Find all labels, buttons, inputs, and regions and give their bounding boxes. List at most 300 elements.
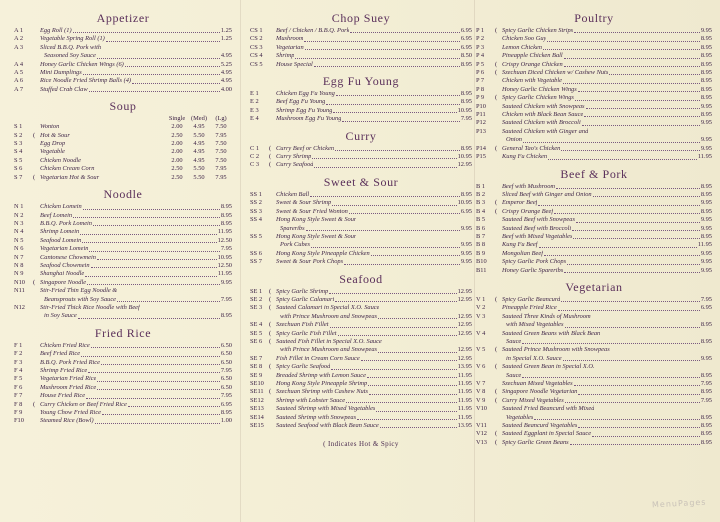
item-marker — [33, 148, 40, 156]
menu-item — [14, 262, 232, 270]
leader-dots — [592, 436, 700, 437]
item-name: Cantonese Chowmein — [40, 253, 96, 261]
item-name: Chicken Ball — [276, 190, 310, 198]
item-price: 4.95 — [193, 140, 205, 148]
item-code: S 2 — [14, 131, 23, 139]
item-name: Beef Egg Fu Young — [276, 98, 326, 106]
item-name: Vegetarian Fried Rice — [40, 375, 97, 383]
menu-item — [476, 44, 712, 52]
item-price: 8.95 — [700, 52, 712, 60]
item-code: S 4 — [14, 148, 23, 156]
leader-dots — [344, 264, 460, 265]
menu-item — [250, 145, 472, 153]
leader-dots — [81, 356, 220, 357]
item-code: A 3 — [14, 43, 24, 51]
item-code: S 6 — [14, 165, 23, 173]
item-code: B 8 — [476, 241, 486, 249]
leader-dots — [539, 247, 697, 248]
leader-dots — [564, 58, 700, 59]
item-price: 6.95 — [460, 207, 472, 215]
menu-item — [476, 330, 712, 338]
item-price: 13.95 — [457, 422, 472, 430]
menu-item — [14, 44, 232, 52]
leader-dots — [556, 188, 700, 189]
item-name: with Prince Mushroom and Snowpeas — [280, 312, 378, 320]
size-label: Single — [168, 115, 186, 123]
menu-item — [250, 107, 472, 115]
hot-spicy-icon: ( — [495, 144, 498, 152]
item-price: 8.95 — [700, 371, 712, 379]
item-name: Breaded Shrimp with Lemon Sauce — [276, 371, 366, 379]
item-price: 7.95 — [220, 392, 232, 400]
item-code: CS 4 — [250, 52, 263, 60]
legend-text: Indicates Hot & Spicy — [328, 440, 399, 449]
item-price: 7.95 — [215, 173, 227, 181]
item-code: SE11 — [250, 388, 264, 396]
menu-item — [250, 250, 472, 258]
item-name: Egg Roll (1) — [40, 27, 72, 34]
item-price: 7.50 — [215, 123, 227, 131]
item-price: 11.95 — [457, 388, 472, 396]
menu-item — [476, 183, 712, 191]
item-name: Shrimp — [276, 52, 295, 60]
item-price: 4.95 — [220, 69, 232, 77]
item-code: E 1 — [250, 90, 259, 98]
item-code: P 8 — [476, 85, 485, 93]
menu-item — [14, 237, 232, 245]
menu-item — [476, 321, 712, 329]
item-name: Singapore Noodle Vegetarian — [502, 388, 578, 396]
item-code: SE14 — [250, 413, 264, 421]
leader-dots — [128, 406, 220, 407]
menu-item — [250, 414, 472, 422]
item-name: Lemon Chicken — [502, 43, 542, 51]
item-name: Beef Lomein — [40, 211, 73, 219]
item-name: General Tao's Chicken — [502, 144, 561, 152]
hot-spicy-icon: ( — [269, 363, 272, 371]
menu-item — [476, 103, 712, 111]
item-name: with Prince Mushroom and Snowpeas — [280, 346, 378, 354]
menu-item — [250, 241, 472, 249]
menu-item — [250, 338, 472, 346]
item-price: 7.95 — [215, 165, 227, 173]
item-price: 6.50 — [220, 341, 232, 349]
item-code: N 5 — [14, 236, 24, 244]
menu-item — [14, 254, 232, 262]
menu-item — [14, 350, 232, 358]
item-code: SE 5 — [250, 329, 263, 337]
item-name: Mushroom Egg Fu Young — [276, 115, 342, 123]
menu-item — [476, 313, 712, 321]
item-price: 8.95 — [700, 430, 712, 438]
menu-item — [14, 375, 232, 383]
leader-dots — [95, 423, 220, 424]
item-code: B11 — [476, 266, 487, 274]
item-name: Fish Fillet in Cream Corn Sauce — [276, 354, 360, 362]
item-name: Sauteed Green Bean in Special X.O. — [502, 363, 595, 371]
menu-item — [476, 380, 712, 388]
hot-spicy-icon: ( — [269, 388, 272, 396]
item-name: in Soy Sauce — [44, 312, 77, 320]
item-code: B10 — [476, 258, 487, 266]
item-code: P 5 — [476, 60, 485, 68]
menu-item — [476, 153, 712, 161]
leader-dots — [369, 394, 457, 395]
item-price: 7.95 — [700, 380, 712, 388]
menu-item — [14, 384, 232, 392]
item-price: 11.95 — [457, 396, 472, 404]
leader-dots — [125, 66, 220, 67]
item-price: 8.95 — [700, 35, 712, 43]
hot-spicy-icon: ( — [269, 304, 272, 312]
item-price: 8.95 — [460, 98, 472, 106]
leader-dots — [330, 327, 457, 328]
item-name: Beansprouts with Soy Sauce — [44, 295, 117, 303]
leader-dots — [310, 196, 460, 197]
item-code: V 5 — [476, 346, 486, 354]
menu-item — [14, 367, 232, 375]
item-price: 6.50 — [220, 350, 232, 358]
leader-dots — [567, 264, 700, 265]
menu-item — [250, 153, 472, 161]
item-code: N12 — [14, 303, 26, 311]
item-code: CS 3 — [250, 43, 263, 51]
menu-item — [476, 27, 712, 35]
item-price: 9.95 — [700, 266, 712, 274]
item-name: Shrimp with Lobster Sauce — [276, 396, 346, 404]
column-middle — [250, 10, 472, 448]
item-price: 8.95 — [700, 338, 712, 345]
item-price: 2.00 — [171, 123, 183, 131]
menu-item — [250, 216, 472, 224]
leader-dots — [357, 419, 457, 420]
item-code: S 1 — [14, 123, 23, 131]
item-code: V12 — [476, 430, 488, 438]
item-price: 8.95 — [700, 232, 712, 240]
leader-dots — [333, 112, 456, 113]
item-code: B 4 — [476, 207, 486, 215]
item-name: Egg Drop — [40, 140, 66, 148]
menu-item — [476, 296, 712, 304]
item-price: 5.50 — [193, 165, 205, 173]
item-price: 6.95 — [460, 43, 472, 51]
item-code: V 9 — [476, 396, 486, 404]
item-code: N 2 — [14, 211, 24, 219]
item-name: Emperor Beef — [502, 199, 538, 207]
menu-item — [14, 245, 232, 253]
item-name: Sauteed Beancurd Vegetables — [502, 422, 578, 430]
sweet-sour-section — [250, 174, 472, 267]
item-price: 9.95 — [220, 278, 232, 286]
item-code: P14 — [476, 144, 486, 152]
item-name: Vegetarian — [276, 43, 304, 51]
leader-dots — [578, 91, 700, 92]
column-left — [14, 10, 232, 426]
menu-item — [476, 397, 712, 405]
item-name: Honey Garlic Chicken Wings (6) — [40, 60, 124, 68]
item-name: Curry Mixed Vegetables — [502, 396, 564, 404]
item-name: Stir-Fried Thick Rice Noodle with Beef — [40, 303, 140, 311]
item-name: Mushroom Fried Rice — [40, 383, 97, 391]
leader-dots — [73, 217, 220, 218]
item-code: A 2 — [14, 35, 24, 43]
item-price: 10.95 — [457, 106, 472, 114]
item-name: Beef with Mushroom — [502, 182, 556, 190]
leader-dots — [335, 301, 456, 302]
item-price: 6.50 — [220, 358, 232, 366]
item-code: N 7 — [14, 253, 24, 261]
section-title: Beef & Pork — [560, 166, 628, 181]
item-price: 8.95 — [700, 182, 712, 190]
item-name: Sweet & Sour Shrimp — [276, 199, 332, 207]
leader-dots — [85, 276, 217, 277]
hot-spicy-legend — [250, 440, 472, 448]
item-price: 10.95 — [217, 253, 232, 261]
hot-spicy-icon: ( — [495, 94, 498, 102]
item-price: 6.95 — [220, 400, 232, 408]
item-price: 7.95 — [700, 396, 712, 404]
leader-dots — [312, 158, 456, 159]
item-price: 2.50 — [171, 131, 183, 139]
item-name: Chicken Soo Guy — [502, 35, 547, 43]
item-name: Spicy Garlic Chicken Wings — [502, 94, 574, 102]
item-price: 9.95 — [700, 354, 712, 362]
item-code: A 6 — [14, 77, 24, 85]
item-name: Sauteed Three Kinds of Mushroom — [502, 312, 591, 320]
item-name: Shrimp Lomein — [40, 228, 80, 236]
hot-spicy-icon: ( — [495, 295, 498, 303]
item-code: SS 2 — [250, 199, 262, 207]
leader-dots — [575, 100, 700, 101]
menu-item — [14, 228, 232, 236]
menu-item — [14, 86, 232, 94]
item-code: A 7 — [14, 85, 24, 93]
item-code: N 3 — [14, 219, 24, 227]
leader-dots — [73, 32, 220, 33]
item-name: Stir-Fried Thin Egg Noodle & — [40, 287, 118, 295]
leader-dots — [574, 385, 700, 386]
leader-dots — [564, 272, 700, 273]
leader-dots — [97, 381, 219, 382]
item-price: 8.95 — [700, 321, 712, 329]
item-price: 7.95 — [700, 295, 712, 303]
item-name: Szechuan Shrimp with Cashew Nuts — [276, 388, 368, 396]
hot-spicy-icon: ( — [495, 430, 498, 438]
menu-item — [14, 279, 232, 287]
item-name: Spicy Garlic Calamari — [276, 295, 335, 303]
item-name: Curry Beef or Chicken — [276, 144, 335, 152]
item-name: Seafood Chowmein — [40, 261, 90, 269]
leader-dots — [563, 83, 700, 84]
item-name: Sauteed Shrimp with Snowpeas — [276, 413, 357, 421]
item-name: Sauteed Seafood with Black Bean Sauce — [276, 422, 379, 430]
item-price: 2.00 — [171, 156, 183, 164]
hot-marker-icon: ( — [323, 440, 326, 449]
leader-dots — [534, 419, 699, 420]
item-code: S 7 — [14, 173, 23, 181]
menu-item — [14, 392, 232, 400]
item-name: Curry Seafood — [276, 161, 314, 169]
menu-item — [14, 61, 232, 69]
item-price: 12.95 — [457, 321, 472, 329]
item-price: 12.95 — [457, 312, 472, 320]
item-name: Sauteed Calamari in Special X.O. Sauce — [276, 304, 380, 312]
item-price: 7.95 — [220, 245, 232, 253]
item-price: 4.00 — [220, 85, 232, 93]
hot-spicy-icon: ( — [269, 144, 272, 152]
menu-item — [476, 216, 712, 224]
leader-dots — [329, 293, 456, 294]
item-name: Vegetarian Hot & Sour — [40, 173, 100, 181]
menu-item — [250, 61, 472, 69]
item-name: Rice Noodle Fried Shrimp Balls (4) — [40, 77, 132, 85]
item-code: N 1 — [14, 203, 24, 211]
leader-dots — [306, 230, 460, 231]
leader-dots — [305, 49, 460, 50]
item-price: 11.95 — [217, 270, 232, 278]
item-code: F 1 — [14, 341, 23, 349]
menu-item — [250, 44, 472, 52]
item-price: 11.95 — [697, 153, 712, 161]
item-code: N10 — [14, 278, 26, 286]
item-name: Wonton — [40, 123, 60, 131]
leader-dots — [91, 347, 220, 348]
item-name: Chicken Fried Rice — [40, 341, 90, 349]
item-code: CS 5 — [250, 60, 263, 68]
chop-suey-section — [250, 10, 472, 69]
item-name: B.B.Q. Pork Lomein — [40, 219, 93, 227]
item-name: Sauteed Prince Mushroom with Snowpeas — [502, 346, 610, 354]
section-title: Seafood — [339, 271, 383, 286]
fried-rice-section — [14, 325, 232, 426]
menu-item — [14, 342, 232, 350]
item-name: Crispy Orange Beef — [502, 207, 554, 215]
item-code: SE10 — [250, 380, 264, 387]
menu-item — [476, 35, 712, 43]
item-name: Chicken Noodle — [40, 156, 81, 164]
item-code: C 1 — [250, 144, 260, 152]
item-name: Sauteed Beef with Snowpeas — [502, 216, 575, 224]
item-name: Hong Kong Style Pineapple Shrimp — [276, 380, 368, 387]
section-title: Fried Rice — [94, 325, 152, 340]
item-price: 9.95 — [700, 27, 712, 34]
page-fold — [474, 0, 475, 522]
menu-item — [476, 363, 712, 371]
item-price: 8.95 — [700, 111, 712, 119]
hot-spicy-icon: ( — [33, 278, 36, 286]
menu-item — [476, 439, 712, 447]
item-price: 8.95 — [220, 203, 232, 211]
item-price: 7.95 — [220, 367, 232, 374]
item-price: 6.50 — [220, 383, 232, 391]
item-marker — [33, 157, 40, 165]
item-code: V13 — [476, 438, 488, 446]
item-price: 11.95 — [457, 380, 472, 387]
item-code: P 9 — [476, 94, 485, 102]
menu-item — [476, 241, 712, 249]
menu-item — [250, 405, 472, 413]
item-price: 8.95 — [700, 438, 712, 446]
item-price: 7.50 — [215, 148, 227, 156]
item-price: 12.95 — [457, 354, 472, 362]
menu-item — [476, 77, 712, 85]
item-code: P 4 — [476, 52, 485, 60]
hot-spicy-icon: ( — [495, 438, 498, 446]
noodle-section — [14, 186, 232, 321]
item-code: A 4 — [14, 60, 24, 68]
menu-item — [250, 346, 472, 354]
menu-item — [14, 27, 232, 35]
item-name: Shanghai Noodle — [40, 270, 85, 278]
menu-item — [14, 417, 232, 425]
item-price: 7.95 — [215, 131, 227, 139]
item-name: House Special — [276, 60, 313, 68]
beef-pork-section — [476, 166, 712, 275]
menu-item — [250, 304, 472, 312]
item-code: P15 — [476, 153, 486, 161]
soup-item — [14, 165, 232, 173]
menu-item — [250, 296, 472, 304]
item-price: 8.95 — [700, 94, 712, 102]
leader-dots — [342, 121, 459, 122]
item-name: Curry Shrimp — [276, 153, 312, 161]
item-price: 8.95 — [700, 85, 712, 93]
hot-spicy-icon: ( — [495, 27, 498, 34]
item-price: 8.95 — [460, 190, 472, 198]
item-code: B 9 — [476, 249, 486, 257]
leader-dots — [543, 49, 700, 50]
vegetarian-section — [476, 279, 712, 447]
item-name: Seafood Lomein — [40, 236, 82, 244]
item-name: Sweet & Sour Fried Wonton — [276, 207, 348, 215]
item-name: Spareribs — [280, 224, 305, 232]
item-name: Mini Dumplings — [40, 69, 82, 77]
item-code: F 4 — [14, 367, 23, 374]
item-marker — [33, 140, 40, 148]
menu-item — [14, 359, 232, 367]
leader-dots — [561, 150, 700, 151]
item-code: P10 — [476, 102, 486, 110]
seafood-section — [250, 271, 472, 431]
item-code: F 9 — [14, 409, 23, 417]
item-code: S 3 — [14, 140, 23, 148]
item-price: 9.95 — [700, 249, 712, 257]
item-price: 4.95 — [193, 148, 205, 156]
leader-dots — [314, 66, 460, 67]
hot-spicy-icon: ( — [495, 346, 498, 354]
leader-dots — [574, 32, 700, 33]
item-price: 8.95 — [700, 190, 712, 198]
item-price: 12.50 — [217, 236, 232, 244]
menu-item — [476, 191, 712, 199]
item-code: SE12 — [250, 396, 264, 404]
item-code: E 4 — [250, 115, 259, 123]
item-marker — [33, 123, 40, 131]
item-price: 9.95 — [460, 258, 472, 266]
item-price: 9.95 — [700, 258, 712, 266]
menu-item — [250, 115, 472, 123]
leader-dots — [102, 414, 220, 415]
item-price: 9.95 — [460, 249, 472, 257]
item-price: 9.95 — [700, 144, 712, 152]
item-name: Spicy Garlic Beancurd — [502, 295, 561, 303]
appetizer-section — [14, 10, 232, 94]
leader-dots — [380, 427, 457, 428]
menu-item — [250, 233, 472, 241]
hot-spicy-icon: ( — [33, 131, 36, 139]
item-price: 9.95 — [700, 136, 712, 144]
item-name: with Mixed Vegetables — [506, 321, 564, 329]
